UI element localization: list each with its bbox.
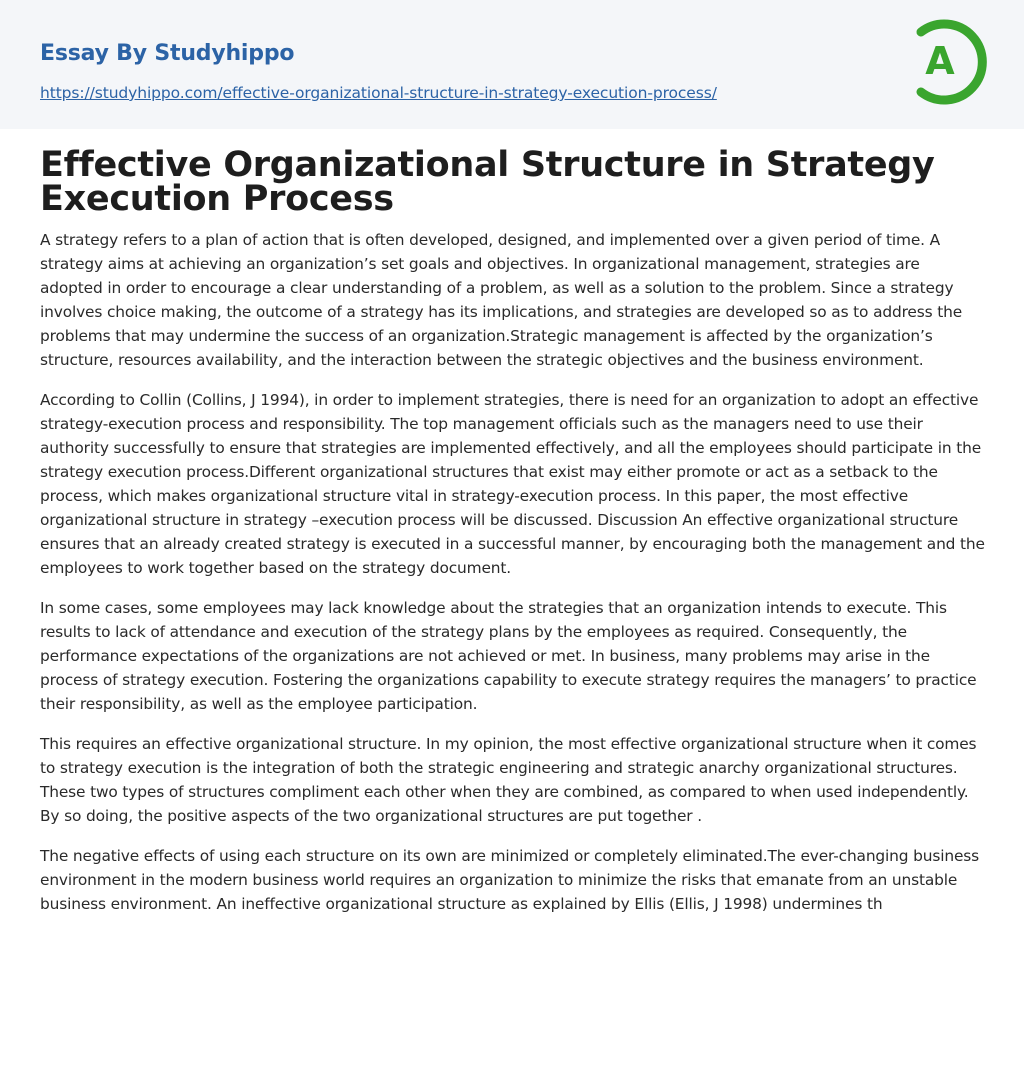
article-body <box>40 228 986 916</box>
paragraph: This requires an effective organizational structure. In my opinion, the most effective organizational structure when it comes to strategy execution is the integration of both the strategic engineering and strategic anarchy organizational structures. These two types of structures compliment each other when they are combined, as compared to when used independently. By so doing, the positive aspects of the two organizational structures are put together . <box>40 735 977 825</box>
article <box>40 145 986 932</box>
paragraph: According to Collin (Collins, J 1994), in order to implement strategies, there is need for an organization to adopt an effective strategy-execution process and responsibility. The top management officials such as the managers need to use their authority successfully to ensure that strategies are implemented effectively, and all the employees should participate in the strategy execution process.Different organizational structures that exist may either promote or act as a setback to the process, which makes organizational structure vital in strategy-execution process. In this paper, the most effective organizational structure in strategy –execution process will be discussed. Discussion An effective organizational structure ensures that an already created strategy is executed in a successful manner, by encouraging both the management and the employees to work together based on the strategy document. <box>40 391 985 577</box>
site-header <box>0 0 1024 129</box>
studyhippo-logo-icon[interactable] <box>912 18 988 106</box>
essay-url-link[interactable]: https://studyhippo.com/effective-organizational-structure-in-strategy-execution-process/ <box>40 84 717 102</box>
paragraph: In some cases, some employees may lack knowledge about the strategies that an organization intends to execute. This results to lack of attendance and execution of the strategy plans by the employees as required. Consequently, the performance expectations of the organizations are not achieved or met. In business, many problems may arise in the process of strategy execution. Fostering the organizations capability to execute strategy requires the managers’ to practice their responsibility, as well as the employee participation. <box>40 599 977 713</box>
site-brand[interactable]: Essay By Studyhippo <box>40 41 295 66</box>
page-title: Effective Organizational Structure in Strategy Execution Process <box>40 145 935 219</box>
logo-letter: A <box>925 39 955 83</box>
paragraph: A strategy refers to a plan of action that is often developed, designed, and implemented over a given period of time. A strategy aims at achieving an organization’s set goals and objectives. In organizational management, strategies are adopted in order to encourage a clear understanding of a problem, as well as a solution to the problem. Since a strategy involves choice making, the outcome of a strategy has its implications, and strategies are developed so as to address the problems that may undermine the success of an organization.Strategic management is affected by the organization’s structure, resources availability, and the interaction between the strategic objectives and the business environment. <box>40 231 963 369</box>
paragraph: The negative effects of using each structure on its own are minimized or completely eliminated.The ever-changing business environment in the modern business world requires an organization to minimize the risks that emanate from an unstable business environment. An ineffective organizational structure as explained by Ellis (Ellis, J 1998) undermines th <box>40 847 980 913</box>
